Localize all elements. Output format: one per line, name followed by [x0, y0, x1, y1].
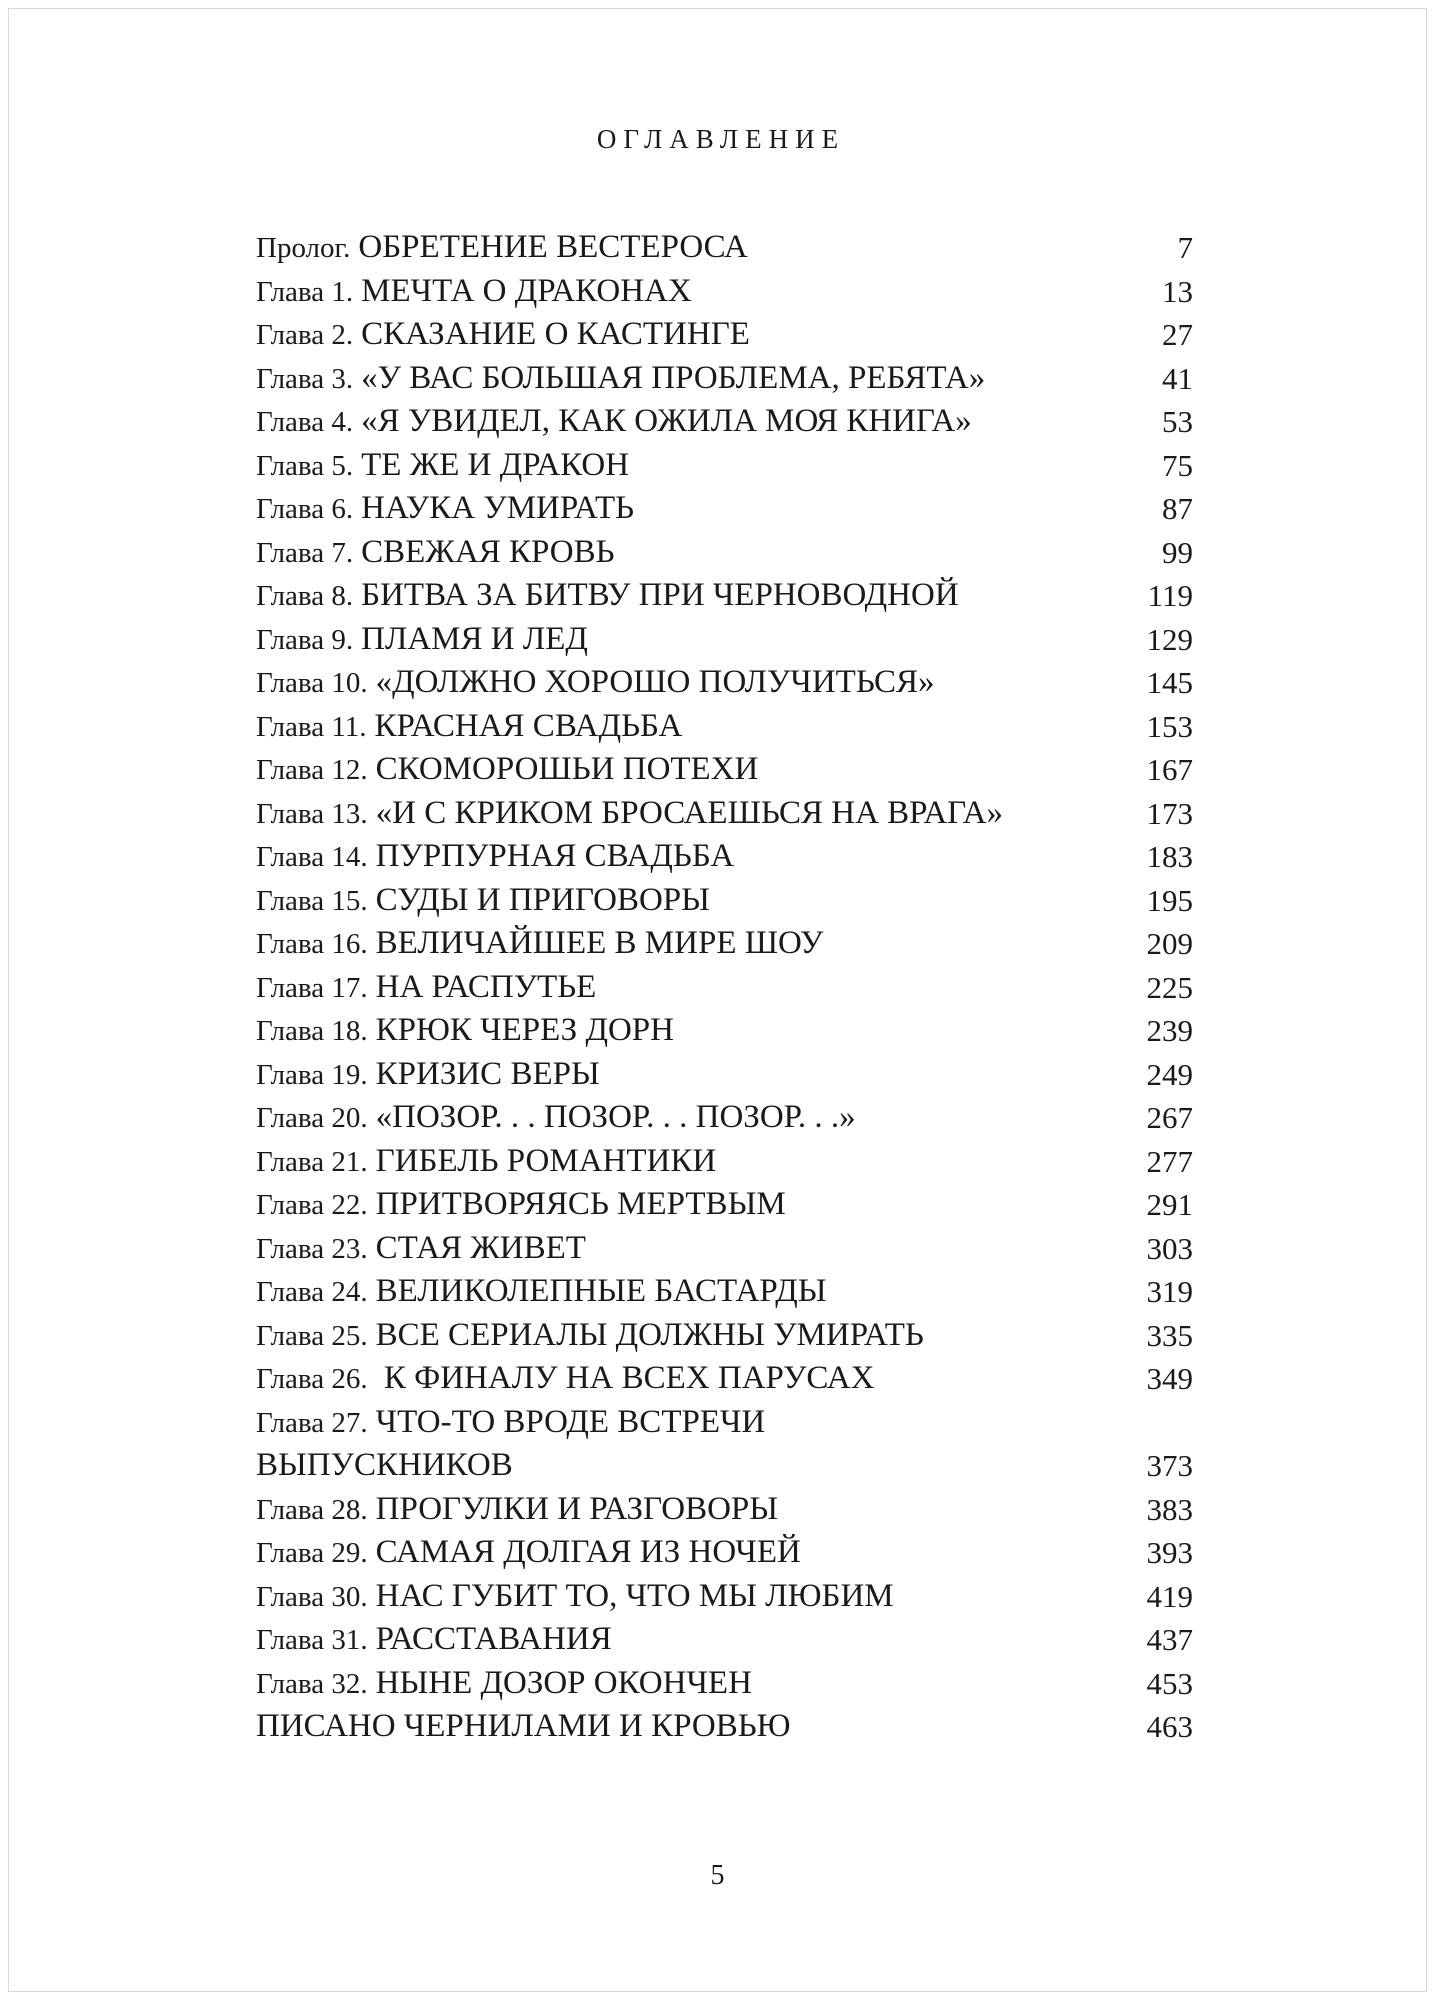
toc-entry-prefix: Глава 9. — [256, 623, 354, 656]
toc-entry-page: 291 — [1146, 1187, 1193, 1222]
toc-entry-page: 303 — [1146, 1230, 1193, 1266]
toc-entry-page: 373 — [1146, 1448, 1193, 1483]
toc-entry — [256, 1618, 1193, 1662]
toc-entry-title: ВЫПУСКНИКОВ — [256, 1447, 513, 1483]
toc-entry-title: «ДОЛЖНО ХОРОШО ПОЛУЧИТЬСЯ» — [375, 664, 935, 700]
toc-entry-prefix: Глава 11. — [256, 710, 367, 743]
toc-entry-page: 437 — [1146, 1622, 1193, 1657]
toc-entry-page: 87 — [1162, 491, 1193, 526]
toc-entry-page: 27 — [1162, 317, 1193, 352]
toc-entry-title: КРИЗИС ВЕРЫ — [375, 1055, 600, 1092]
toc-entry-title: ТЕ ЖЕ И ДРАКОН — [361, 446, 630, 483]
toc-entry-title: НА РАСПУТЬЕ — [375, 968, 597, 1005]
toc-entry-prefix: Глава 31. — [256, 1624, 368, 1656]
toc-entry-title: ПРОГУЛКИ И РАЗГОВОРЫ — [375, 1490, 779, 1527]
toc-entry-title: ГИБЕЛЬ РОМАНТИКИ — [375, 1142, 717, 1179]
toc-entry-prefix: Глава 20. — [256, 1102, 368, 1134]
toc-entry-prefix: Глава 1. — [256, 275, 354, 308]
toc-entry-prefix: Глава 5. — [256, 449, 354, 482]
toc-entry-page: 75 — [1162, 447, 1193, 483]
toc-entry-title: ОБРЕТЕНИЕ ВЕСТЕРОСА — [358, 229, 748, 265]
toc-entry-page: 129 — [1146, 621, 1193, 657]
toc-entry-prefix: Глава 7. — [256, 536, 354, 569]
toc-entry-prefix: Глава 29. — [256, 1537, 368, 1569]
toc-entry-prefix: Глава 26. — [256, 1363, 368, 1395]
toc-entry-prefix: Глава 32. — [256, 1667, 368, 1700]
toc-entry — [256, 444, 1193, 488]
toc-entry-page: 249 — [1146, 1056, 1193, 1092]
toc-entry-page: 463 — [1146, 1709, 1193, 1744]
toc-entry-title: ВЕЛИКОЛЕПНЫЕ БАСТАРДЫ — [375, 1273, 827, 1309]
toc-entry — [256, 1053, 1193, 1097]
toc-entry — [256, 1444, 1193, 1488]
toc-entry-title: СУДЫ И ПРИГОВОРЫ — [375, 881, 710, 918]
toc-entry-title: ПЛАМЯ И ЛЕД — [361, 620, 588, 657]
toc-entry-title: МЕЧТА О ДРАКОНАХ — [361, 272, 692, 309]
toc-entry — [256, 966, 1193, 1010]
toc-entry-page: 13 — [1162, 273, 1193, 309]
toc-entry-title: ЧТО-ТО ВРОДЕ ВСТРЕЧИ — [375, 1403, 766, 1440]
toc-entry-page: 277 — [1146, 1143, 1193, 1179]
toc-entry-page: 99 — [1162, 534, 1193, 570]
toc-entry-page: 239 — [1146, 1013, 1193, 1048]
toc-entry-title: К ФИНАЛУ НА ВСЕХ ПАРУСАХ — [375, 1360, 875, 1396]
toc-entry — [256, 1270, 1193, 1314]
toc-entry — [256, 1096, 1193, 1140]
toc-entry-prefix: Глава 18. — [256, 1015, 368, 1047]
toc-entry-title: ВСЕ СЕРИАЛЫ ДОЛЖНЫ УМИРАТЬ — [375, 1316, 924, 1353]
toc-entry — [256, 1531, 1193, 1575]
toc-entry-prefix: Глава 24. — [256, 1276, 368, 1308]
toc-entry-title: ВЕЛИЧАЙШЕЕ В МИРЕ ШОУ — [375, 925, 824, 961]
toc-entry-page: 119 — [1147, 578, 1193, 613]
toc-entry — [256, 270, 1193, 314]
toc-entry-prefix: Глава 25. — [256, 1319, 368, 1352]
toc-entry-page: 167 — [1146, 752, 1193, 787]
toc-entry-title: ПУРПУРНАЯ СВАДЬБА — [375, 838, 735, 874]
toc-entry-page: 173 — [1146, 795, 1193, 831]
toc-entry-prefix: Глава 14. — [256, 841, 368, 873]
toc-entry-prefix: Глава 13. — [256, 797, 368, 830]
toc-entry-page: 319 — [1146, 1274, 1193, 1309]
toc-entry-prefix: Глава 8. — [256, 580, 354, 612]
toc-entry-page: 335 — [1146, 1317, 1193, 1353]
toc-entry-page: 453 — [1146, 1665, 1193, 1701]
toc-entry — [256, 705, 1193, 749]
toc-entry — [256, 1227, 1193, 1271]
toc-entry — [256, 661, 1193, 705]
toc-entry — [256, 1662, 1193, 1706]
toc-entry — [256, 748, 1193, 792]
toc-entry-title: ПИСАНО ЧЕРНИЛАМИ И КРОВЬЮ — [256, 1708, 791, 1744]
toc-entry-page: 195 — [1146, 882, 1193, 918]
toc-entry — [256, 792, 1193, 836]
toc-entry — [256, 879, 1193, 923]
toc-entry-title: САМАЯ ДОЛГАЯ ИЗ НОЧЕЙ — [375, 1534, 801, 1570]
toc-entry-prefix: Глава 30. — [256, 1580, 368, 1613]
toc-entry-prefix: Глава 19. — [256, 1058, 368, 1091]
toc-entry — [256, 1705, 1193, 1749]
toc-entry-title: ПРИТВОРЯЯСЬ МЕРТВЫМ — [375, 1186, 786, 1222]
toc-entry — [256, 313, 1193, 357]
toc-entry — [256, 835, 1193, 879]
toc-entry-prefix: Глава 21. — [256, 1145, 368, 1178]
toc-entry — [256, 1401, 1193, 1445]
toc-entry-prefix: Глава 27. — [256, 1406, 368, 1439]
toc-entry-prefix: Глава 3. — [256, 362, 354, 395]
toc-entry-page: 53 — [1162, 404, 1193, 439]
toc-entry-title: КРЮК ЧЕРЕЗ ДОРН — [375, 1012, 674, 1048]
toc-entry-title: СТАЯ ЖИВЕТ — [375, 1229, 586, 1266]
toc-entry-prefix: Глава 10. — [256, 667, 368, 699]
toc-entry-title: БИТВА ЗА БИТВУ ПРИ ЧЕРНОВОДНОЙ — [361, 577, 959, 613]
toc-entry — [256, 1140, 1193, 1184]
toc-entry-title: НАС ГУБИТ ТО, ЧТО МЫ ЛЮБИМ — [375, 1577, 894, 1614]
toc-entry — [256, 226, 1193, 270]
toc-entry-title: РАССТАВАНИЯ — [375, 1621, 612, 1657]
toc-entry-prefix: Глава 2. — [256, 319, 354, 351]
toc-entry-prefix: Глава 28. — [256, 1493, 368, 1526]
toc-entry — [256, 574, 1193, 618]
toc-entry-prefix: Глава 16. — [256, 928, 368, 960]
toc-entry-title: НАУКА УМИРАТЬ — [361, 490, 635, 526]
toc-entry-prefix: Глава 17. — [256, 971, 368, 1004]
toc-entry — [256, 1357, 1193, 1401]
toc-entry-page: 7 — [1177, 230, 1193, 265]
toc-entry — [256, 1575, 1193, 1619]
toc-entry — [256, 1314, 1193, 1358]
toc-entry-page: 145 — [1146, 665, 1193, 700]
toc-entry-page: 419 — [1146, 1578, 1193, 1614]
toc-entry-prefix: Глава 12. — [256, 754, 368, 786]
toc-entry-page: 349 — [1146, 1361, 1193, 1396]
toc-entry-title: «И С КРИКОМ БРОСАЕШЬСЯ НА ВРАГА» — [375, 794, 1003, 831]
toc-entry-prefix: Глава 15. — [256, 884, 368, 917]
toc-entry-page: 183 — [1146, 839, 1193, 874]
toc-entry — [256, 618, 1193, 662]
toc-entry-title: «Я УВИДЕЛ, КАК ОЖИЛА МОЯ КНИГА» — [361, 403, 972, 439]
toc-entry — [256, 357, 1193, 401]
toc-entry-prefix: Глава 6. — [256, 493, 354, 525]
toc-entry-title: СВЕЖАЯ КРОВЬ — [361, 533, 615, 570]
toc-entry — [256, 531, 1193, 575]
toc-entry-prefix: Глава 22. — [256, 1189, 368, 1221]
page-number: 5 — [710, 1860, 725, 1891]
toc-entry-page: 383 — [1146, 1491, 1193, 1527]
toc-entry — [256, 1488, 1193, 1532]
toc-entry-title: «ПОЗОР. . . ПОЗОР. . . ПОЗОР. . .» — [375, 1099, 856, 1135]
toc-entry — [256, 1183, 1193, 1227]
toc-entry-page: 209 — [1146, 926, 1193, 961]
toc-entry-prefix: Пролог. — [256, 232, 351, 264]
toc-entry-title: КРАСНАЯ СВАДЬБА — [374, 707, 683, 744]
toc-entry — [256, 487, 1193, 531]
toc-entry — [256, 400, 1193, 444]
toc-entry-page: 153 — [1146, 708, 1193, 744]
toc-entry-page: 267 — [1146, 1100, 1193, 1135]
toc-entry-page: 393 — [1146, 1535, 1193, 1570]
toc-entry-page: 41 — [1162, 360, 1193, 396]
table-of-contents — [256, 226, 1193, 1749]
toc-heading: ОГЛАВЛЕНИЕ — [596, 124, 846, 154]
toc-entry-prefix: Глава 4. — [256, 406, 354, 438]
toc-entry-title: СКАЗАНИЕ О КАСТИНГЕ — [361, 316, 750, 352]
toc-entry — [256, 1009, 1193, 1053]
toc-entry-title: СКОМОРОШЬИ ПОТЕХИ — [375, 751, 759, 787]
toc-entry-title: «У ВАС БОЛЬШАЯ ПРОБЛЕМА, РЕБЯТА» — [361, 359, 986, 396]
toc-entry-prefix: Глава 23. — [256, 1232, 368, 1265]
toc-entry-page: 225 — [1146, 969, 1193, 1005]
toc-entry — [256, 922, 1193, 966]
toc-entry-title: НЫНЕ ДОЗОР ОКОНЧЕН — [375, 1664, 752, 1701]
